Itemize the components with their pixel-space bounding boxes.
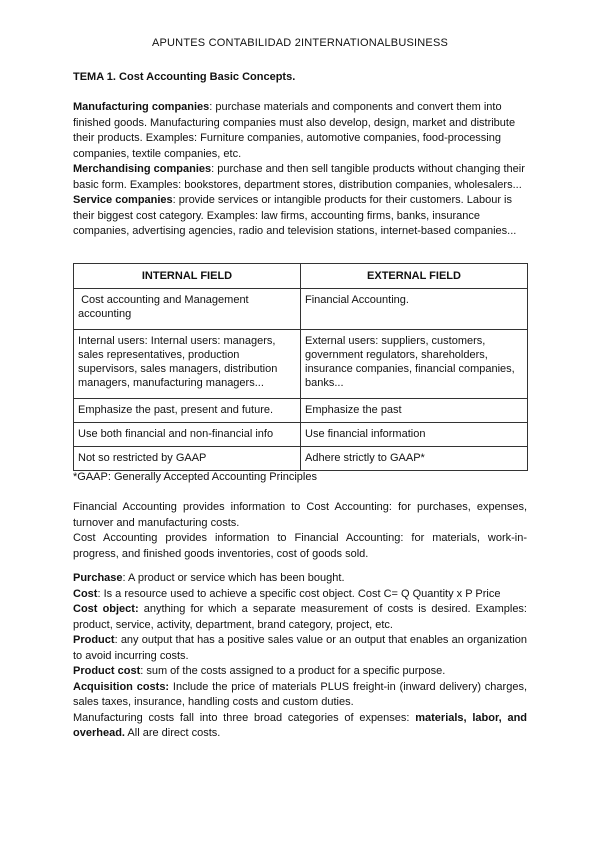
definition-text: : sum of the costs assigned to a product for a specific purpose. <box>140 665 446 677</box>
term: Manufacturing companies <box>73 101 210 113</box>
table-row <box>74 289 528 330</box>
term: Acquisition costs: <box>73 680 170 693</box>
definition-text: : purchase materials and components and convert them into finished goods. Manufacturing companies must also develop, design, market and distribute their products. Examples: Furniture companies, automotive companies, food-processing companies, textile companies, etc. <box>73 101 516 160</box>
term: Merchandising companies <box>73 163 212 175</box>
definition-text: : A product or service which has been bought. <box>122 572 345 584</box>
definition-text: : any output that has a positive sales value or an output that enables an organization to avoid incurring costs. <box>73 634 527 662</box>
header-external-field: EXTERNAL FIELD <box>301 264 528 289</box>
table-row <box>74 447 528 471</box>
closing-text: Manufacturing costs fall into three broad categories of expenses: <box>73 711 416 724</box>
closing-tail: All are direct costs. <box>124 727 221 739</box>
relation-paragraph: Financial Accounting provides information to Cost Accounting: for purchases, expenses, turnover and manufacturing costs. <box>73 501 527 529</box>
table-cell: Internal users: Internal users: managers, sales representatives, production supervisors, sales managers, distribution managers, manufacturing managers... <box>74 330 301 399</box>
term: Service companies <box>73 194 173 206</box>
table-cell: External users: suppliers, customers, government regulators, shareholders, insurance companies, financial companies, banks... <box>301 330 528 399</box>
table-cell: Cost accounting and Management accounting <box>74 289 301 330</box>
definition-product <box>73 633 527 664</box>
closing-bold: materials, labor, and overhead. <box>73 711 528 739</box>
table-row <box>74 423 528 447</box>
table-cell: Adhere strictly to GAAP* <box>301 447 528 471</box>
definition-text: : Is a resource used to achieve a specific cost object. Cost C= Q Quantity x P Price <box>97 587 501 600</box>
term: Purchase <box>73 572 123 584</box>
term: Product cost <box>73 665 141 677</box>
table-cell: Use financial information <box>301 423 528 447</box>
table-cell: Emphasize the past, present and future. <box>74 399 301 423</box>
definition-text: Include the price of materials PLUS freight-in (inward delivery) charges, sales taxes, insurance, handling costs and custom duties. <box>73 680 527 708</box>
relations-section <box>73 500 527 562</box>
manufacturing-costs-paragraph <box>73 711 527 742</box>
term: Product <box>73 634 115 646</box>
internal-external-table <box>73 263 528 471</box>
definition-product-cost <box>73 664 527 680</box>
term: Cost object: <box>73 603 139 615</box>
definition-cost-object <box>73 602 527 633</box>
merchandising-paragraph <box>73 162 527 193</box>
document-title: TEMA 1. Cost Accounting Basic Concepts. <box>73 71 296 83</box>
definition-purchase <box>73 571 527 587</box>
definition-text: anything for which a separate measurement of costs is desired. Examples: product, service, activity, department, brand category, project, etc. <box>73 603 527 631</box>
relation-paragraph: Cost Accounting provides information to Financial Accounting: for materials, work-in-progress, and finished goods inventories, cost of goods sold. <box>73 532 527 560</box>
table-row <box>74 330 528 399</box>
table-cell: Emphasize the past <box>301 399 528 423</box>
definition-cost <box>73 587 527 603</box>
term: Cost <box>73 587 98 600</box>
table-header-row <box>74 264 528 289</box>
table-cell: Not so restricted by GAAP <box>74 447 301 471</box>
table-cell: Use both financial and non-financial info <box>74 423 301 447</box>
company-types-section <box>73 100 527 240</box>
manufacturing-paragraph <box>73 100 527 162</box>
definition-text: : provide services or intangible products for their customers. Labour is their biggest cost category. Examples: law firms, accounting firms, banks, insurance companies, advertising agencies, radio and television stations, internet-based companies... <box>73 194 517 237</box>
definition-text: : purchase and then sell tangible products without changing their basic form. Examples: bookstores, department stores, distribution companies, wholesalers... <box>73 163 525 191</box>
table-row <box>74 399 528 423</box>
definitions-section <box>73 571 527 742</box>
gaap-footnote: *GAAP: Generally Accepted Accounting Principles <box>73 471 317 483</box>
definition-acquisition-costs <box>73 680 527 711</box>
header-internal-field: INTERNAL FIELD <box>74 264 301 289</box>
page-header: APUNTES CONTABILIDAD 2INTERNATIONALBUSINESS <box>151 37 449 49</box>
table-cell: Financial Accounting. <box>301 289 528 330</box>
service-paragraph <box>73 193 527 240</box>
